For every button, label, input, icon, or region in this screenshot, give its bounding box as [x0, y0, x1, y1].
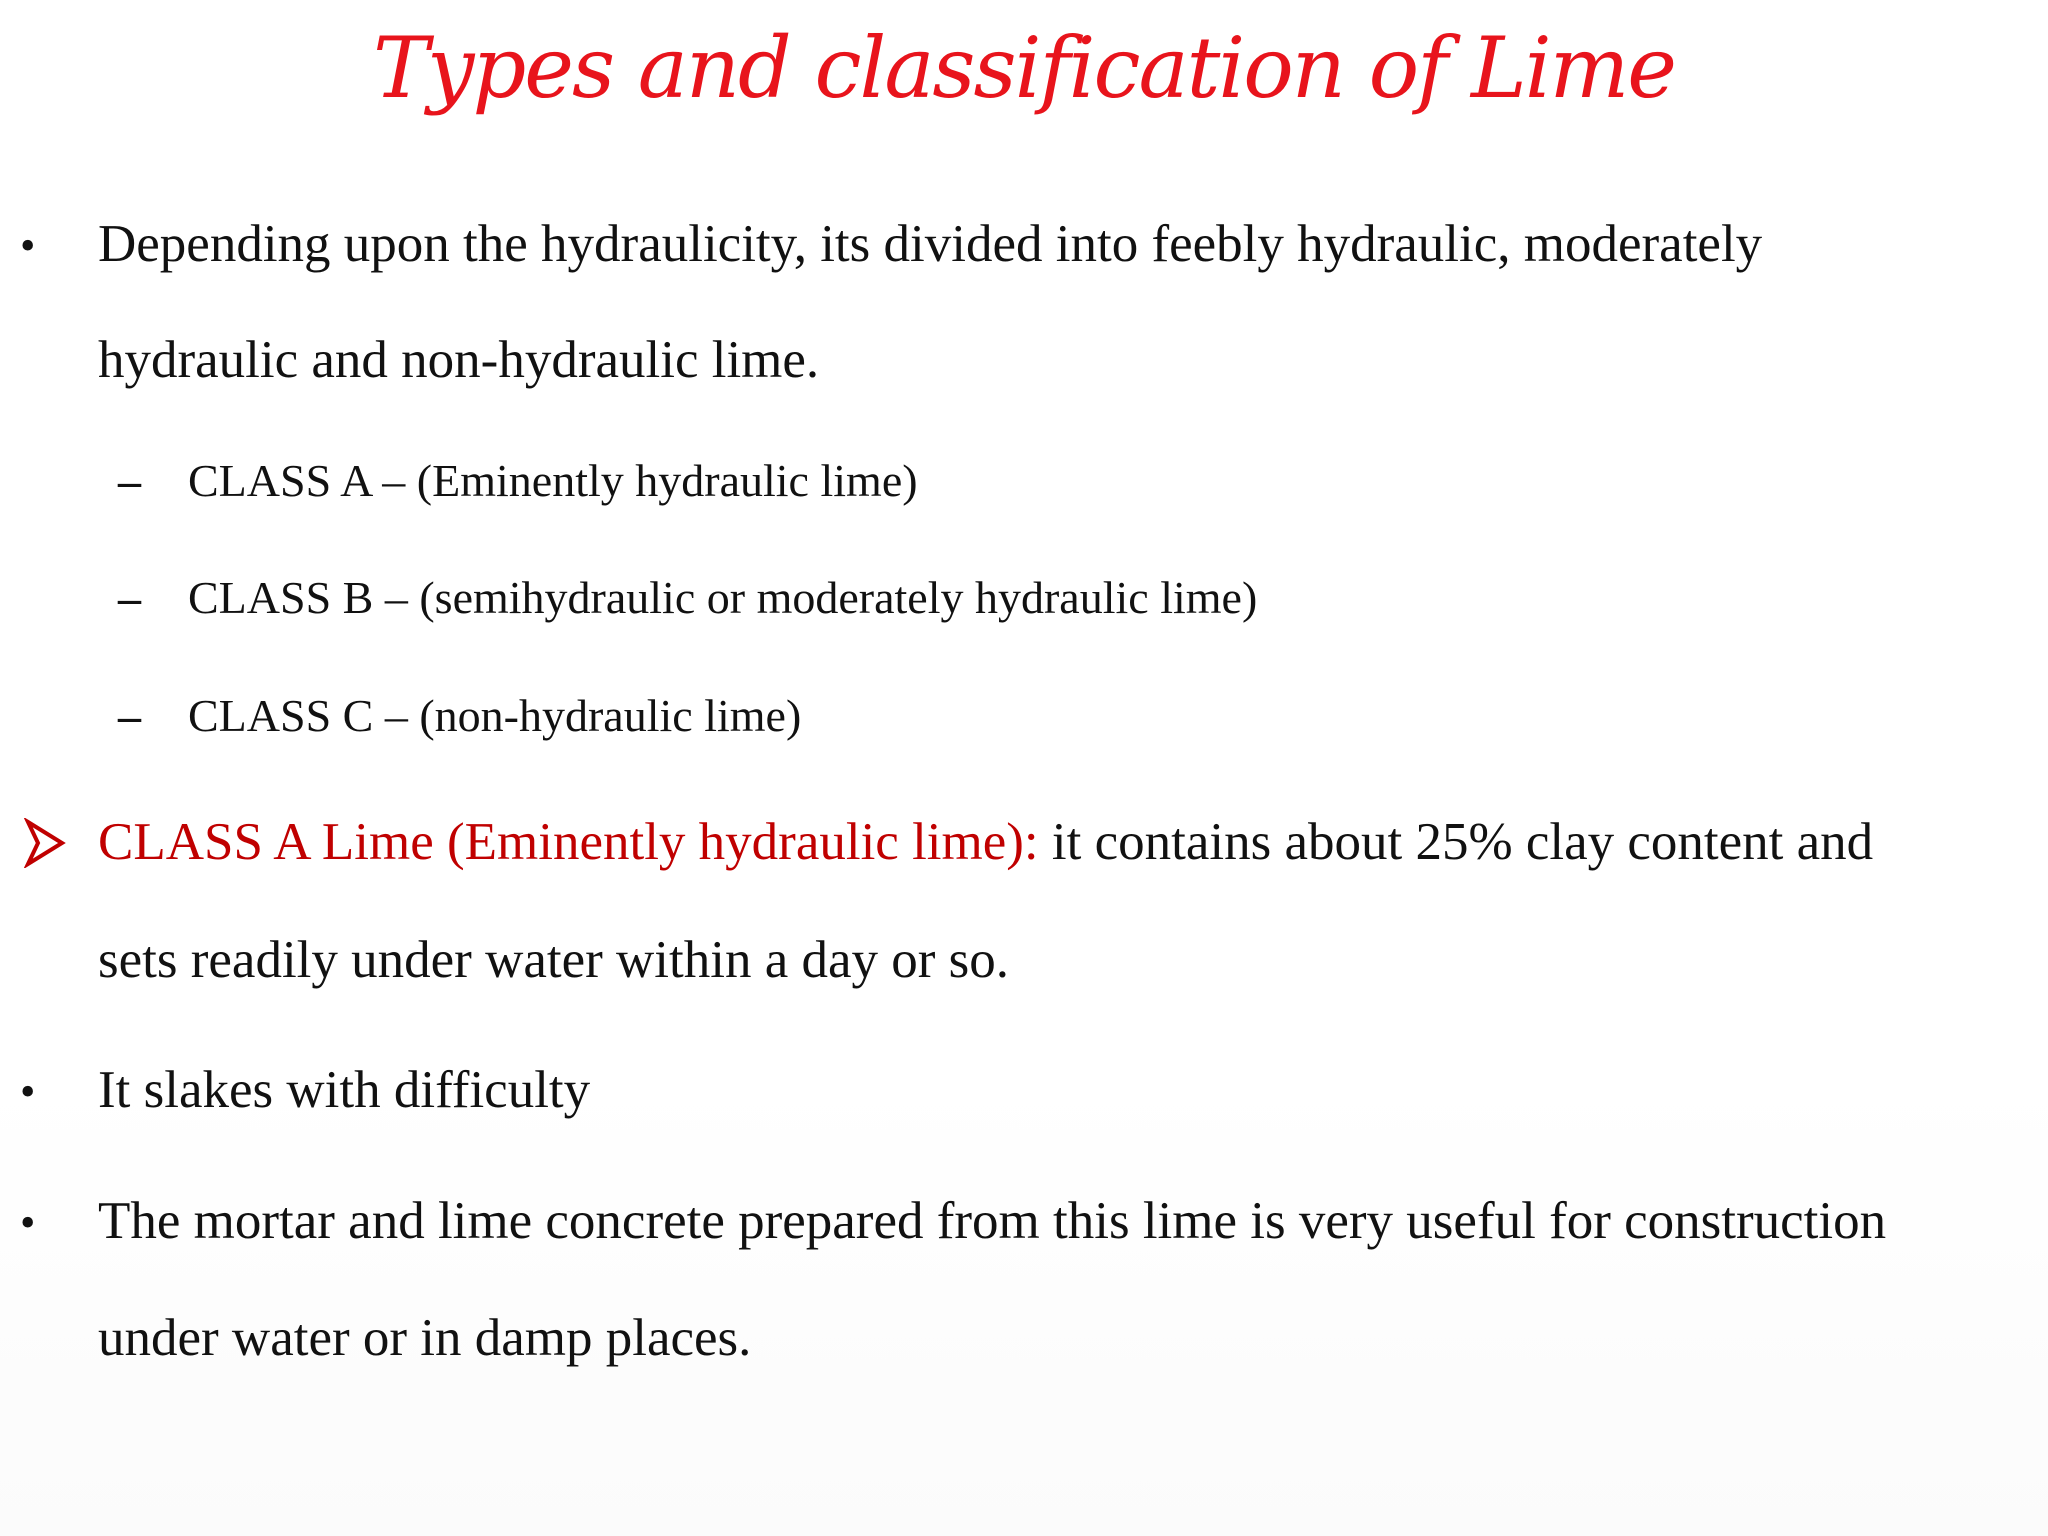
bullet-icon: •	[20, 221, 36, 270]
class-a-text: it contains about 25% clay content and	[1038, 813, 1874, 871]
class-item-c: CLASS C – (non-hydraulic lime)	[188, 690, 802, 741]
arrow-bullet-icon	[24, 818, 66, 868]
class-a-heading: CLASS A Lime (Eminently hydraulic lime):	[98, 813, 1039, 871]
intro-line-1: Depending upon the hydraulicity, its divided into feebly hydraulic, moderately	[98, 215, 1763, 273]
dash-icon: –	[118, 572, 141, 623]
class-item-b: CLASS B – (semihydraulic or moderately hydraulic lime)	[188, 572, 1258, 623]
point-mortar-line-1: The mortar and lime concrete prepared from this lime is very useful for construction	[98, 1192, 1887, 1250]
point-slakes: It slakes with difficulty	[98, 1061, 591, 1119]
dash-icon: –	[118, 690, 141, 741]
class-item-a: CLASS A – (Eminently hydraulic lime)	[188, 455, 918, 506]
bullet-icon: •	[20, 1067, 36, 1116]
bullet-icon: •	[20, 1198, 36, 1247]
class-a-line-2: sets readily under water within a day or so.	[98, 931, 1010, 989]
slide-title: Types and classification of Lime	[373, 19, 1675, 117]
dash-icon: –	[118, 455, 141, 506]
class-a-line-1	[98, 813, 1874, 871]
point-mortar-line-2: under water or in damp places.	[98, 1309, 752, 1367]
intro-line-2: hydraulic and non-hydraulic lime.	[98, 331, 820, 389]
